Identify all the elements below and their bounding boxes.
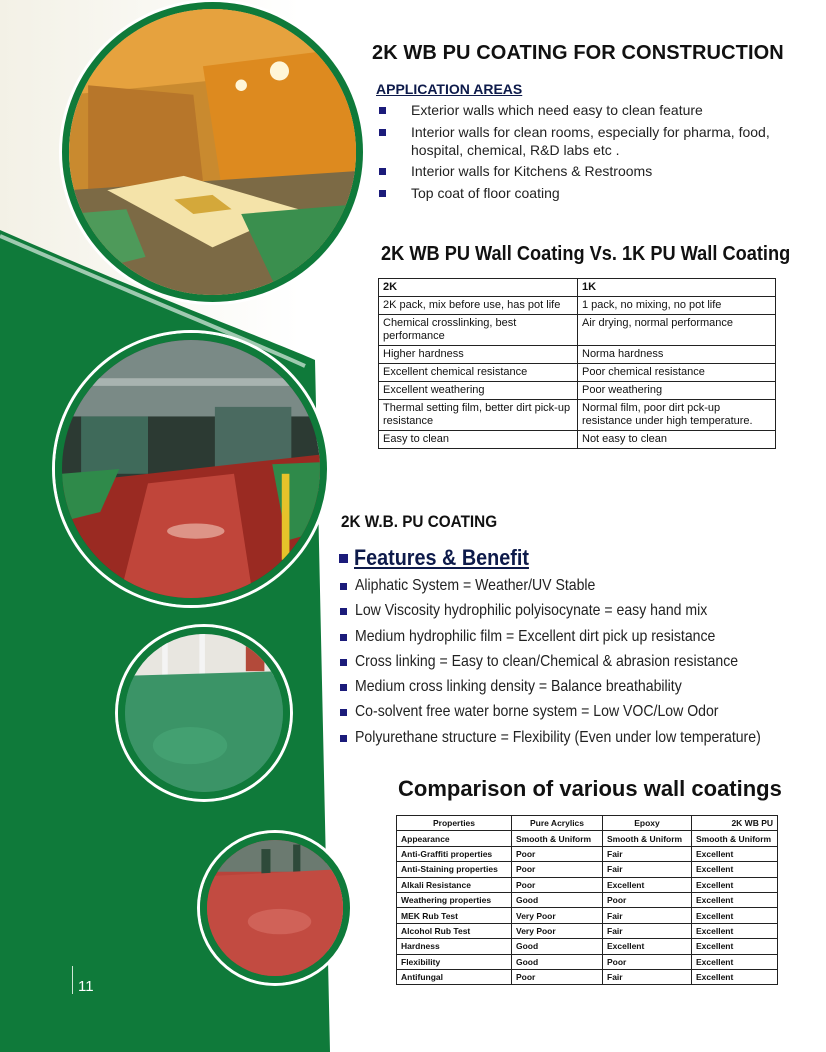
features-list — [339, 577, 816, 754]
table-cell: Excellent — [603, 939, 692, 954]
list-item: Top coat of floor coating — [376, 184, 796, 202]
table-cell: Chemical crosslinking, best performance — [379, 315, 578, 346]
red-floor-photo — [200, 833, 350, 983]
table-header-cell: Pure Acrylics — [512, 816, 603, 831]
table-cell: Excellent — [692, 969, 778, 984]
table-cell: Good — [512, 954, 603, 969]
table-cell: 1 pack, no mixing, no pot life — [578, 297, 776, 315]
table-cell: Very Poor — [512, 923, 603, 938]
table-cell: Normal film, poor dirt pck-up resistance under high temperature. — [578, 400, 776, 431]
table-cell: Higher hardness — [379, 346, 578, 364]
list-item: Cross linking = Easy to clean/Chemical & abrasion resistance — [339, 653, 816, 678]
application-areas-list — [376, 101, 796, 205]
table-cell: Smooth & Uniform — [512, 831, 603, 846]
coatings-comparison-title: Comparison of various wall coatings — [398, 776, 782, 801]
table-cell: Excellent — [603, 877, 692, 892]
table-cell: Poor — [512, 862, 603, 877]
table-cell: Hardness — [397, 939, 512, 954]
page-number: 11 — [78, 978, 94, 995]
table-header-cell: Epoxy — [603, 816, 692, 831]
table-row — [379, 315, 776, 346]
table-row — [379, 297, 776, 315]
table-row — [397, 892, 778, 907]
table-cell: Antifungal — [397, 969, 512, 984]
bullet-square-icon — [379, 168, 386, 175]
list-item: Interior walls for clean rooms, especially for pharma, food, hospital, chemical, R&D labs etc . — [376, 123, 796, 159]
table-cell: Weathering properties — [397, 892, 512, 907]
table-header-cell: 2K WB PU — [692, 816, 778, 831]
table-cell: Excellent weathering — [379, 382, 578, 400]
table-cell: Excellent — [692, 892, 778, 907]
bullet-square-icon — [340, 659, 347, 666]
bullet-square-icon — [379, 190, 386, 197]
table-row — [397, 969, 778, 984]
table-cell: Excellent — [692, 877, 778, 892]
table-cell: Flexibility — [397, 954, 512, 969]
application-areas-heading: APPLICATION AREAS — [376, 81, 523, 97]
page-title: 2K WB PU COATING FOR CONSTRUCTION — [372, 42, 784, 64]
table-row — [379, 346, 776, 364]
list-item: Aliphatic System = Weather/UV Stable — [339, 577, 816, 602]
table-cell: Fair — [603, 908, 692, 923]
table-row — [397, 954, 778, 969]
table-cell: Air drying, normal performance — [578, 315, 776, 346]
bullet-square-icon — [340, 684, 347, 691]
table-cell: Smooth & Uniform — [603, 831, 692, 846]
table-cell: Poor — [512, 877, 603, 892]
table-cell: Excellent — [692, 846, 778, 861]
wall-comparison-table — [378, 278, 776, 449]
table-cell: Excellent — [692, 939, 778, 954]
coatings-comparison-table — [396, 815, 778, 985]
table-header-row — [379, 279, 776, 297]
list-item: Interior walls for Kitchens & Restrooms — [376, 162, 796, 180]
table-cell: Appearance — [397, 831, 512, 846]
features-heading: Features & Benefit — [339, 545, 548, 571]
wall-comparison-title: 2K WB PU Wall Coating Vs. 1K PU Wall Coating — [381, 243, 791, 265]
list-item: Exterior walls which need easy to clean feature — [376, 101, 796, 119]
table-cell: Anti-Graffiti properties — [397, 846, 512, 861]
table-cell: Excellent — [692, 862, 778, 877]
table-header-cell: 2K — [379, 279, 578, 297]
features-section-title: 2K W.B. PU COATING — [341, 512, 498, 531]
table-cell: Norma hardness — [578, 346, 776, 364]
table-header-row — [397, 816, 778, 831]
table-cell: Poor chemical resistance — [578, 364, 776, 382]
table-cell: Easy to clean — [379, 431, 578, 449]
table-row — [397, 831, 778, 846]
table-cell: Fair — [603, 846, 692, 861]
bullet-square-icon — [340, 608, 347, 615]
table-cell: Poor — [512, 846, 603, 861]
table-cell: Good — [512, 892, 603, 907]
bullet-square-icon — [340, 709, 347, 716]
table-cell: Alkali Resistance — [397, 877, 512, 892]
table-cell: MEK Rub Test — [397, 908, 512, 923]
bullet-square-icon — [339, 554, 348, 563]
table-cell: Excellent — [692, 908, 778, 923]
table-header-cell: Properties — [397, 816, 512, 831]
table-cell: 2K pack, mix before use, has pot life — [379, 297, 578, 315]
table-row — [379, 382, 776, 400]
table-cell: Poor weathering — [578, 382, 776, 400]
bullet-square-icon — [340, 583, 347, 590]
table-row — [397, 923, 778, 938]
table-cell: Excellent — [692, 923, 778, 938]
page-number-divider — [72, 966, 73, 994]
list-item: Polyurethane structure = Flexibility (Even under low temperature) — [339, 729, 816, 754]
table-cell: Very Poor — [512, 908, 603, 923]
factory-floor-photo — [55, 333, 327, 605]
table-cell: Excellent chemical resistance — [379, 364, 578, 382]
bullet-square-icon — [379, 107, 386, 114]
table-cell: Fair — [603, 862, 692, 877]
table-cell: Good — [512, 939, 603, 954]
table-cell: Poor — [512, 969, 603, 984]
bullet-square-icon — [340, 634, 347, 641]
table-row — [397, 846, 778, 861]
table-cell: Anti-Staining properties — [397, 862, 512, 877]
table-cell: Excellent — [692, 954, 778, 969]
table-cell: Smooth & Uniform — [692, 831, 778, 846]
table-cell: Poor — [603, 954, 692, 969]
bullet-square-icon — [340, 735, 347, 742]
table-row — [397, 862, 778, 877]
table-row — [379, 400, 776, 431]
table-cell: Alcohol Rub Test — [397, 923, 512, 938]
table-row — [397, 877, 778, 892]
list-item: Medium cross linking density = Balance breathability — [339, 678, 816, 703]
green-floor-photo — [118, 627, 290, 799]
table-row — [379, 364, 776, 382]
table-header-cell: 1K — [578, 279, 776, 297]
table-cell: Not easy to clean — [578, 431, 776, 449]
table-cell: Poor — [603, 892, 692, 907]
list-item: Medium hydrophilic film = Excellent dirt pick up resistance — [339, 628, 816, 653]
table-row — [397, 908, 778, 923]
bullet-square-icon — [379, 129, 386, 136]
table-cell: Fair — [603, 969, 692, 984]
list-item: Co-solvent free water borne system = Low VOC/Low Odor — [339, 703, 816, 728]
table-cell: Thermal setting film, better dirt pick-up resistance — [379, 400, 578, 431]
table-row — [379, 431, 776, 449]
table-row — [397, 939, 778, 954]
table-cell: Fair — [603, 923, 692, 938]
corridor-photo — [62, 2, 363, 302]
list-item: Low Viscosity hydrophilic polyisocynate = easy hand mix — [339, 602, 816, 627]
